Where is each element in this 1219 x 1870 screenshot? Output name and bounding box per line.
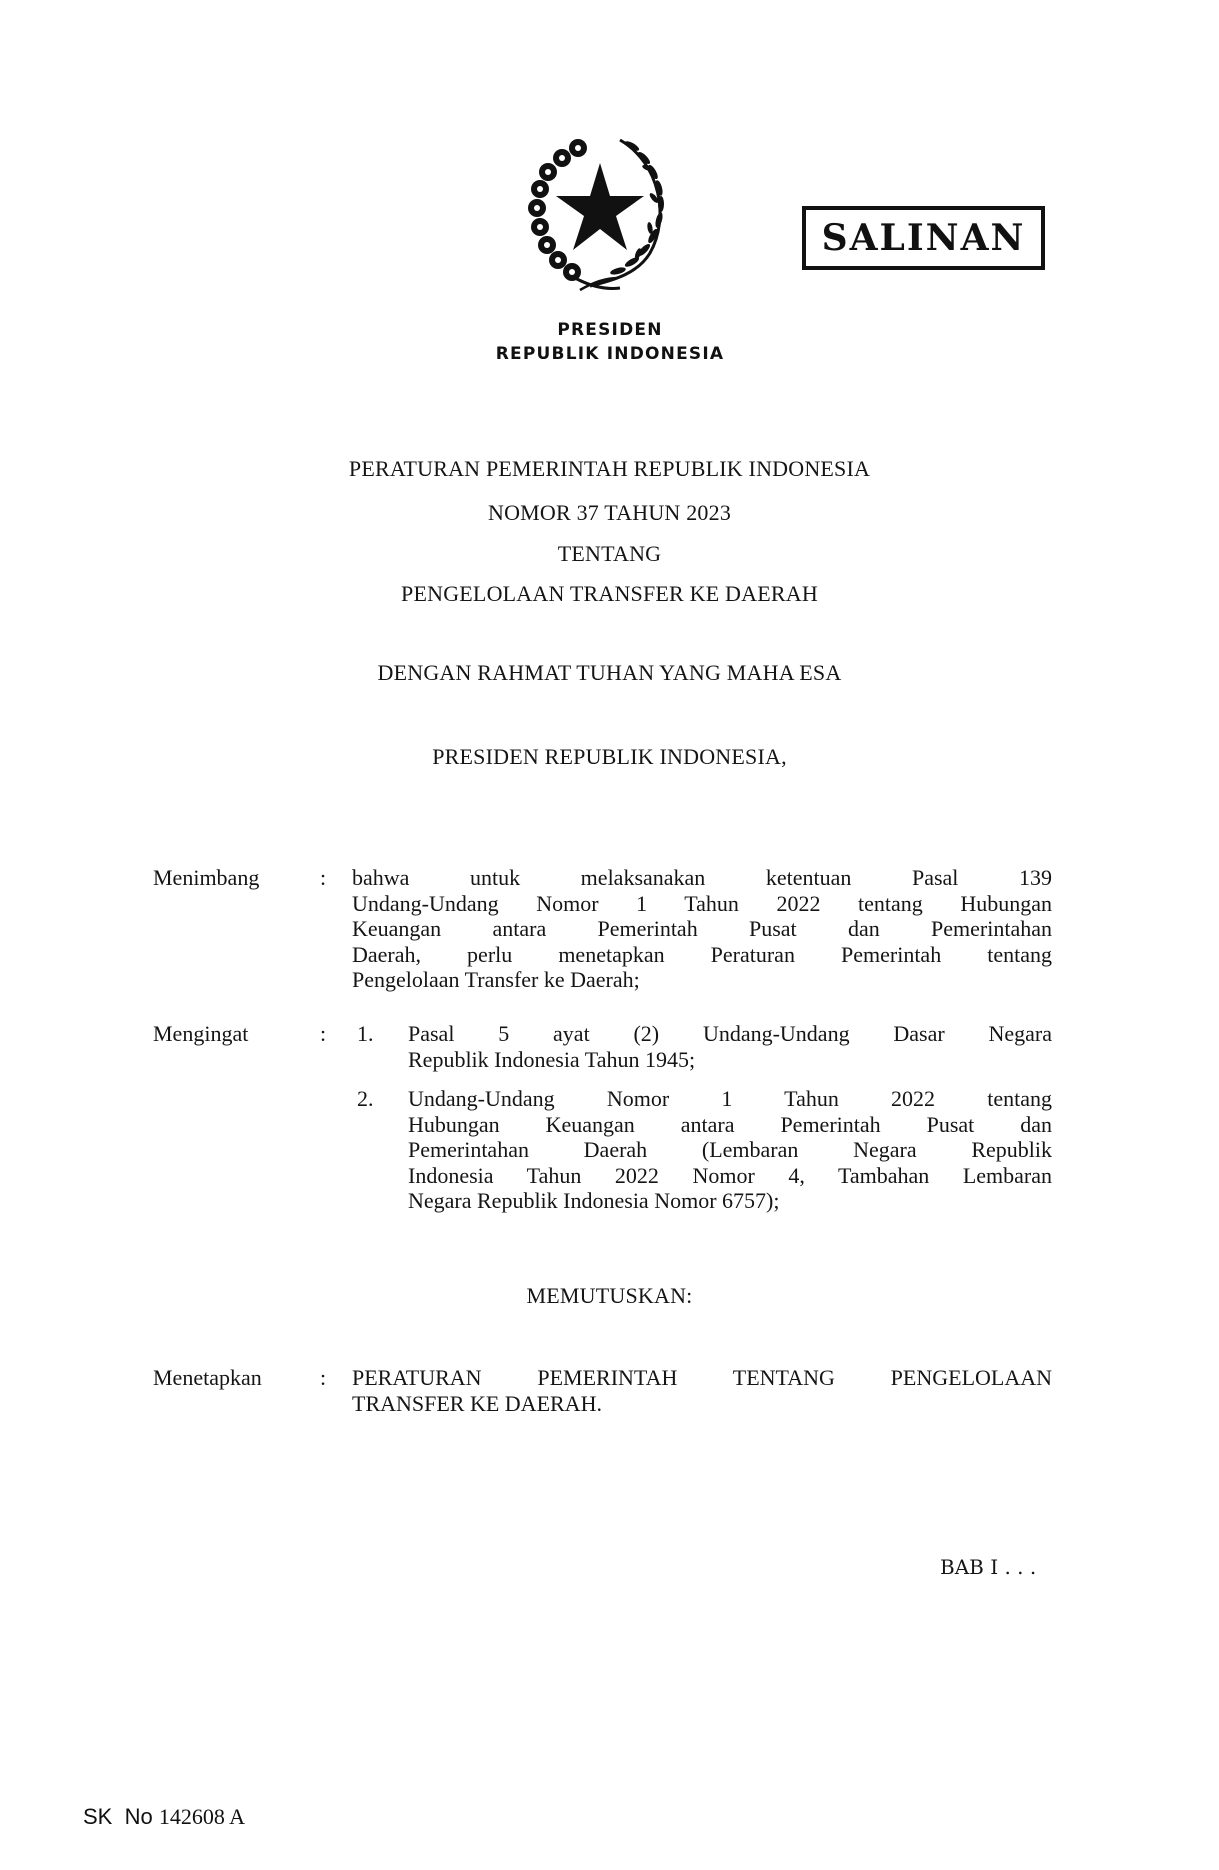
menimbang-text (352, 865, 1052, 993)
mengingat-item-2-line: Indonesia Tahun 2022 Nomor 4, Tambahan Lembaran (408, 1162, 1052, 1188)
menimbang-colon: : (320, 865, 327, 890)
menetapkan-line: TRANSFER KE DAERAH. (352, 1390, 602, 1416)
sk-number-value: 142608 A (158, 1804, 246, 1829)
menetapkan-colon: : (320, 1365, 327, 1390)
mengingat-item-1-line: Pasal 5 ayat (2) Undang-Undang Dasar Negara (408, 1021, 1052, 1046)
sk-number (83, 1804, 245, 1830)
menetapkan-line: PERATURAN PEMERINTAH TENTANG PENGELOLAAN (352, 1365, 1052, 1390)
mengingat-label: Mengingat (153, 1021, 249, 1046)
salinan-stamp-label: SALINAN (821, 217, 1026, 259)
invocation: DENGAN RAHMAT TUHAN YANG MAHA ESA (377, 660, 842, 685)
document-title-tentang: TENTANG (557, 541, 662, 566)
mengingat-item-2-number: 2. (357, 1086, 374, 1111)
mengingat-item-2 (408, 1086, 1052, 1214)
president-label-line2: REPUBLIK INDONESIA (495, 344, 725, 364)
memutuskan-heading: MEMUTUSKAN: (526, 1283, 693, 1308)
menimbang-line: Undang-Undang Nomor 1 Tahun 2022 tentang Hubungan (352, 890, 1052, 916)
menimbang-line: Daerah, perlu menetapkan Peraturan Pemerintah tentang (352, 941, 1052, 967)
sk-prefix: SK No (83, 1804, 153, 1829)
presidential-emblem-icon (520, 128, 680, 298)
mengingat-item-2-line: Undang-Undang Nomor 1 Tahun 2022 tentang (408, 1086, 1052, 1111)
menetapkan-text (352, 1365, 1052, 1416)
menimbang-line: bahwa untuk melaksanakan ketentuan Pasal 139 (352, 865, 1052, 890)
page-continuation: BAB I . . . (940, 1555, 1037, 1579)
mengingat-item-1-line: Republik Indonesia Tahun 1945; (408, 1046, 696, 1072)
salinan-stamp (802, 206, 1045, 270)
mengingat-item-2-line: Pemerintahan Daerah (Lembaran Negara Republik (408, 1137, 1052, 1162)
authority: PRESIDEN REPUBLIK INDONESIA, (432, 744, 787, 769)
document-title-subject: PENGELOLAAN TRANSFER KE DAERAH (401, 581, 818, 606)
menetapkan-label: Menetapkan (153, 1365, 262, 1390)
mengingat-item-1 (408, 1021, 1052, 1072)
menimbang-line: Pengelolaan Transfer ke Daerah; (352, 967, 640, 992)
mengingat-item-2-line: Negara Republik Indonesia Nomor 6757); (408, 1188, 780, 1213)
menimbang-label: Menimbang (153, 865, 260, 890)
mengingat-item-1-number: 1. (357, 1021, 374, 1046)
menimbang-line: Keuangan antara Pemerintah Pusat dan Pemerintahan (352, 916, 1052, 941)
document-title-line1: PERATURAN PEMERINTAH REPUBLIK INDONESIA (348, 456, 871, 481)
mengingat-colon: : (320, 1021, 327, 1046)
document-title-number: NOMOR 37 TAHUN 2023 (487, 500, 732, 525)
president-label-line1: PRESIDEN (557, 320, 663, 340)
mengingat-item-2-line: Hubungan Keuangan antara Pemerintah Pusat dan (408, 1111, 1052, 1137)
